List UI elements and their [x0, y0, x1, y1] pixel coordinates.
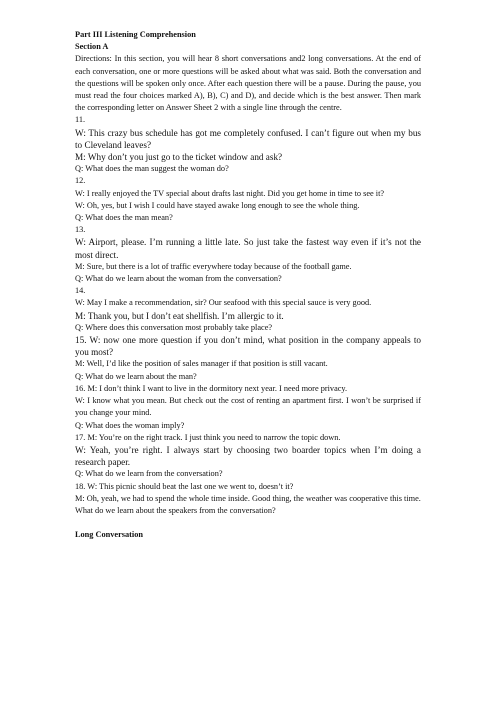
- dialogue-line: W: Airport, please. I’m running a little late. So just take the fastest way even if it’s not the most direct.: [75, 237, 421, 260]
- item-number: 14.: [75, 286, 86, 296]
- question-line: Q: What does the woman imply?: [75, 420, 185, 430]
- dialogue-line: W: Yeah, you’re right. I always start by choosing two boarder topics when I’m doing a research paper.: [75, 444, 421, 468]
- dialogue-line: W: I know what you mean. But check out the cost of renting an apartment first. I won’t be surprised if you change your mind.: [75, 396, 421, 418]
- item-number: 11.: [75, 115, 86, 125]
- dialogue-line: 17. M: You’re on the right track. I just think you need to narrow the topic down.: [75, 432, 341, 442]
- question-line: What do we learn about the speakers from the conversation?: [75, 505, 276, 515]
- item-number: 12.: [75, 176, 86, 186]
- question-line: Q: What does the man suggest the woman do?: [75, 164, 229, 174]
- question-line: Q: Where does this conversation most probably take place?: [75, 322, 273, 332]
- part-title: Part III Listening Comprehension: [75, 30, 196, 39]
- dialogue-line: W: May I make a recommendation, sir? Our seafood with this special sauce is very good.: [75, 298, 372, 308]
- dialogue-line: M: Why don’t you just go to the ticket window and ask?: [75, 152, 283, 163]
- section-title: Section A: [75, 42, 109, 52]
- dialogue-line: W: This crazy bus schedule has got me completely confused. I can’t figure out when my bus to Cleveland leaves?: [75, 127, 421, 150]
- dialogue-line: W: I really enjoyed the TV special about drafts last night. Did you get home in time to see it?: [75, 188, 385, 198]
- spacer: [75, 517, 421, 529]
- long-conversation-heading: Long Conversation: [75, 530, 143, 540]
- question-line: Q: What do we learn from the conversation?: [75, 469, 223, 479]
- dialogue-line: M: Well, I’d like the position of sales manager if that position is still vacant.: [75, 359, 328, 369]
- question-line: Q: What does the man mean?: [75, 213, 173, 223]
- dialogue-line: M: Oh, yeah, we had to spend the whole time inside. Good thing, the weather was cooperative this time.: [75, 493, 421, 503]
- item-number: 13.: [75, 225, 86, 235]
- document-body: [75, 29, 421, 541]
- directions-paragraph: Directions: In this section, you will hear 8 short conversations and2 long conversations. At the end of each conversation, one or more questions will be asked about what was said. Both the conversation and the questions will be spoken only once. After each question there will be a pause. During the pause, you must read the four choices marked A), B), C) and D), and decide which is the best answer. Then mark the corresponding letter on Answer Sheet 2 with a single line through the centre.: [75, 54, 421, 113]
- dialogue-line: M: Thank you, but I don’t eat shellfish. I’m allergic to it.: [75, 310, 284, 321]
- dialogue-line: 18. W: This picnic should beat the last one we went to, doesn’t it?: [75, 481, 294, 491]
- question-line: Q: What do we learn about the man?: [75, 371, 197, 381]
- dialogue-line: 15. W: now one more question if you don’t mind, what position in the company appeals to you most?: [75, 335, 421, 358]
- dialogue-line: W: Oh, yes, but I wish I could have stayed awake long enough to see the whole thing.: [75, 200, 360, 210]
- question-line: Q: What do we learn about the woman from the conversation?: [75, 274, 282, 284]
- dialogue-line: M: Sure, but there is a lot of traffic everywhere today because of the football game.: [75, 261, 352, 271]
- dialogue-line: 16. M: I don’t think I want to live in the dormitory next year. I need more privacy.: [75, 383, 348, 393]
